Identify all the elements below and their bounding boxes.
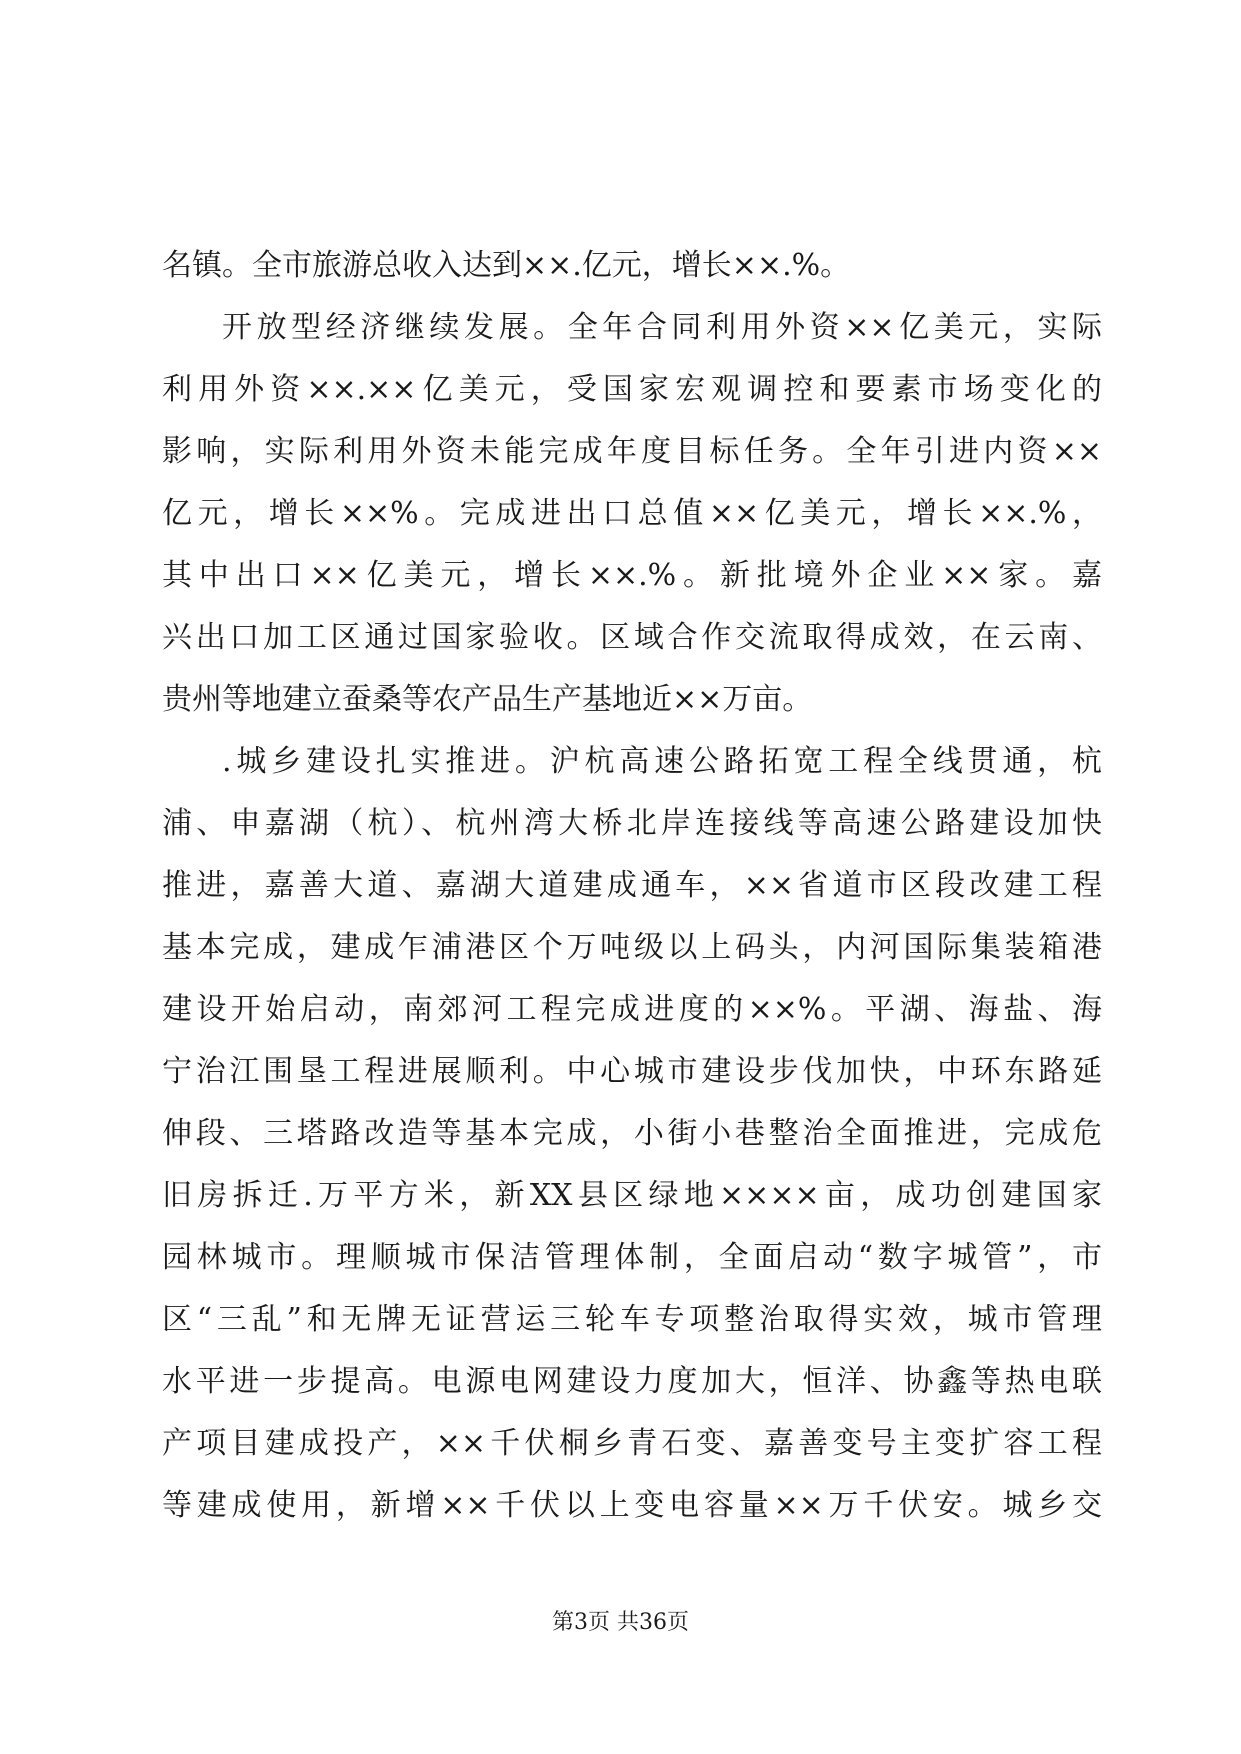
text-line: 贵州等地建立蚕桑等农产品生产基地近××万亩。 (162, 682, 813, 717)
text-line: 影响，实际利用外资未能完成年度目标任务。全年引进内资×× (162, 434, 1102, 469)
text-line: 名镇。全市旅游总收入达到××.亿元，增长××.%。 (162, 248, 851, 283)
text-line: 伸段、三塔路改造等基本完成，小街小巷整治全面推进，完成危 (162, 1116, 1102, 1151)
text-line: 兴出口加工区通过国家验收。区域合作交流取得成效，在云南、 (162, 620, 1102, 655)
text-line: .城乡建设扎实推进。沪杭高速公路拓宽工程全线贯通，杭 (222, 744, 1102, 779)
text-line: 开放型经济继续发展。全年合同利用外资××亿美元，实际 (222, 310, 1102, 345)
text-line: 园林城市。理顺城市保洁管理体制，全面启动“数字城管”，市 (162, 1240, 1102, 1275)
page-number: 第3页 共36页 (552, 1610, 689, 1635)
page-footer (0, 1608, 1241, 1638)
text-line: 利用外资××.××亿美元，受国家宏观调控和要素市场变化的 (162, 372, 1102, 407)
text-line: 其中出口××亿美元，增长××.%。新批境外企业××家。嘉 (162, 558, 1102, 593)
text-line: 建设开始启动，南郊河工程完成进度的××%。平湖、海盐、海 (162, 992, 1102, 1027)
text-line: 产项目建成投产，××千伏桐乡青石变、嘉善变号主变扩容工程 (162, 1426, 1102, 1461)
text-line: 水平进一步提高。电源电网建设力度加大，恒洋、协鑫等热电联 (162, 1364, 1102, 1399)
text-line: 推进，嘉善大道、嘉湖大道建成通车，××省道市区段改建工程 (162, 868, 1102, 903)
text-line: 等建成使用，新增××千伏以上变电容量××万千伏安。城乡交 (162, 1488, 1102, 1523)
text-line: 浦、申嘉湖（杭）、杭州湾大桥北岸连接线等高速公路建设加快 (162, 806, 1102, 841)
text-line: 区“三乱”和无牌无证营运三轮车专项整治取得实效，城市管理 (162, 1302, 1102, 1337)
text-line: 宁治江围垦工程进展顺利。中心城市建设步伐加快，中环东路延 (162, 1054, 1102, 1089)
text-line: 基本完成，建成乍浦港区个万吨级以上码头，内河国际集装箱港 (162, 930, 1102, 965)
text-line: 亿元，增长××%。完成进出口总值××亿美元，增长××.%， (162, 496, 1102, 531)
body-text (162, 235, 1102, 1537)
text-line: 旧房拆迁.万平方米，新XX县区绿地××××亩，成功创建国家 (162, 1178, 1102, 1213)
